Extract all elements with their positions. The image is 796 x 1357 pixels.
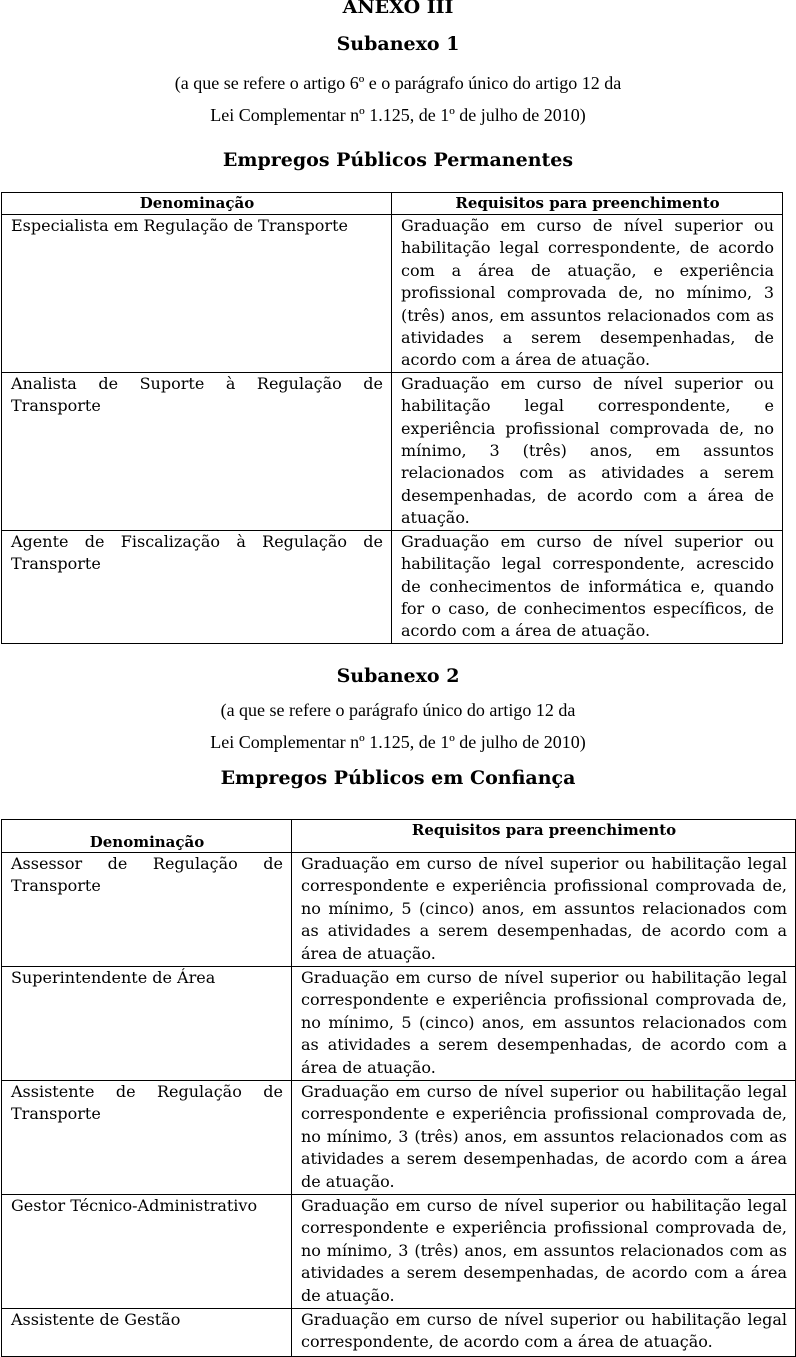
subannex2-ref-line2: Lei Complementar nº 1.125, de 1º de julho de 2010): [210, 732, 586, 752]
subannex1-section-title: Empregos Públicos Permanentes: [222, 149, 574, 171]
table-row: [2, 1309, 796, 1357]
job-name: Agente de Fiscalização à Regulação de Transporte: [2, 530, 392, 643]
table-row: [2, 1081, 796, 1195]
table-row: [2, 215, 783, 373]
subannex1-ref-line1: (a que se refere o artigo 6º e o parágrafo único do artigo 12 da: [174, 73, 622, 93]
job-name: Assistente de Regulação de Transporte: [2, 1081, 292, 1195]
column-header-requisitos: Requisitos para preenchimento: [392, 193, 783, 215]
job-requirements: Graduação em curso de nível superior ou habilitação legal correspondente e experiência profissional comprovada de, no mínimo, 3 (três) anos, em assuntos relacionados com as atividades a serem desempenhadas, de acordo com a área de atuação.: [292, 1195, 796, 1309]
job-name: Analista de Suporte à Regulação de Transporte: [2, 372, 392, 530]
job-requirements: Graduação em curso de nível superior ou habilitação legal correspondente e experiência profissional comprovada de, no mínimo, 5 (cinco) anos, em assuntos relacionados com as atividades a serem desempenhadas, de acordo com a área de atuação.: [292, 967, 796, 1081]
job-name: Superintendente de Área: [2, 967, 292, 1081]
job-name: Assessor de Regulação de Transporte: [2, 853, 292, 967]
permanent-jobs-table: [1, 192, 783, 644]
annex-title: ANEXO III: [342, 0, 454, 18]
job-name: Assistente de Gestão: [2, 1309, 292, 1357]
table-header-row: [2, 820, 796, 853]
subannex2-ref-line1: (a que se refere o parágrafo único do artigo 12 da: [220, 700, 576, 720]
table-row: [2, 1195, 796, 1309]
job-requirements: Graduação em curso de nível superior ou habilitação legal correspondente e experiência profissional comprovada de, no mínimo, 3 (três) anos, em assuntos relacionados com as atividades a serem desempenhadas, de acordo com a área de atuação.: [292, 1081, 796, 1195]
job-requirements: Graduação em curso de nível superior ou habilitação legal correspondente e experiência profissional comprovada de, no mínimo, 5 (cinco) anos, em assuntos relacionados com as atividades a serem desempenhadas, de acordo com a área de atuação.: [292, 853, 796, 967]
job-requirements: Graduação em curso de nível superior ou habilitação legal correspondente, de acordo com a área de atuação, e experiência profissional comprovada de, no mínimo, 3 (três) anos, em assuntos relacionados com as atividades a serem desempenhadas, de acordo com a área de atuação.: [392, 215, 783, 373]
column-header-denominacao: Denominação: [2, 193, 392, 215]
table-row: [2, 967, 796, 1081]
table-row: [2, 853, 796, 967]
subannex2-title: Subanexo 2: [336, 665, 460, 687]
table-row: [2, 530, 783, 643]
trust-jobs-table: [1, 819, 796, 1357]
column-header-denominacao: Denominação: [2, 820, 292, 853]
job-requirements: Graduação em curso de nível superior ou habilitação legal correspondente, acrescido de conhecimentos de informática e, quando for o caso, de conhecimentos específicos, de acordo com a área de atuação.: [392, 530, 783, 643]
column-header-requisitos: Requisitos para preenchimento: [292, 820, 796, 853]
table-row: [2, 372, 783, 530]
subannex1-title: Subanexo 1: [336, 33, 460, 55]
subannex2-section-title: Empregos Públicos em Confiança: [220, 767, 576, 789]
job-name: Gestor Técnico-Administrativo: [2, 1195, 292, 1309]
subannex1-ref-line2: Lei Complementar nº 1.125, de 1º de julho de 2010): [210, 105, 586, 125]
job-name: Especialista em Regulação de Transporte: [2, 215, 392, 373]
table-header-row: [2, 193, 783, 215]
job-requirements: Graduação em curso de nível superior ou habilitação legal correspondente, de acordo com a área de atuação.: [292, 1309, 796, 1357]
job-requirements: Graduação em curso de nível superior ou habilitação legal correspondente, e experiência profissional comprovada de, no mínimo, 3 (três) anos, em assuntos relacionados com as atividades a serem desempenhadas, de acordo com a área de atuação.: [392, 372, 783, 530]
